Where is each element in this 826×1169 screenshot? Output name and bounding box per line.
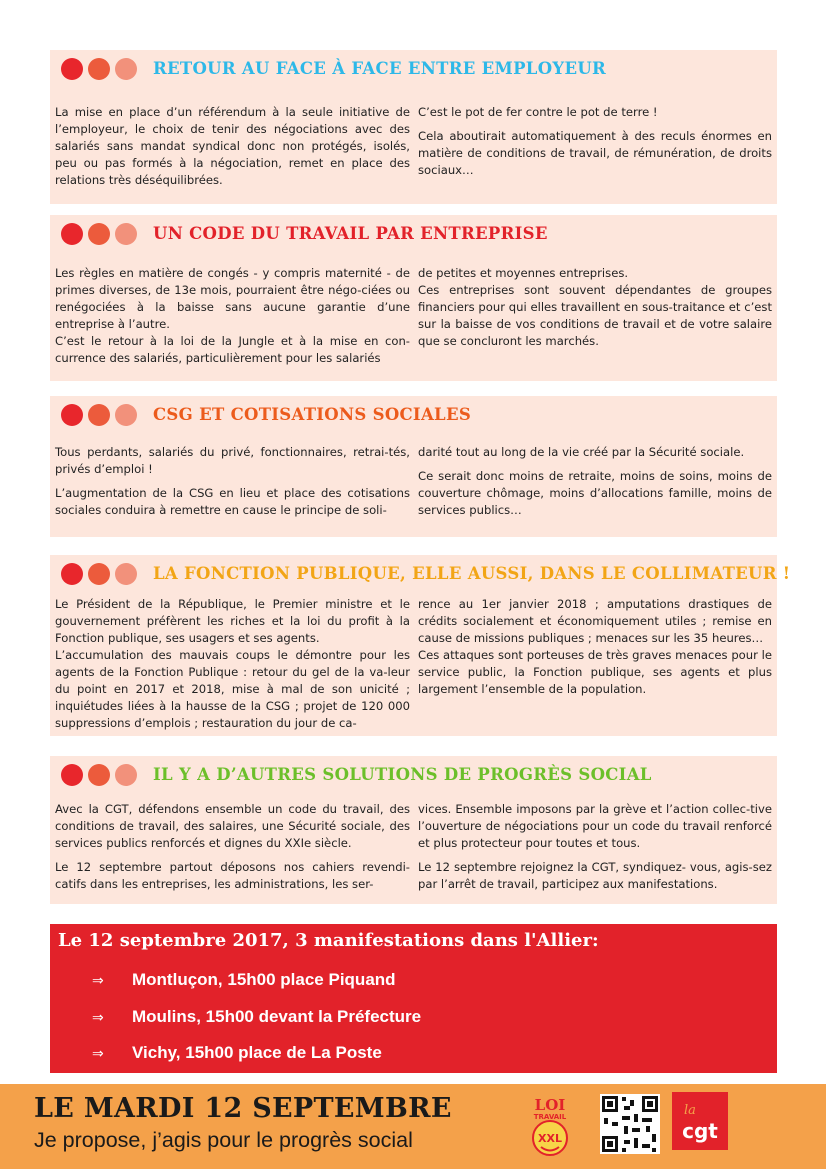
paragraph: C’est le pot de fer contre le pot de terre ! [418, 105, 658, 119]
section-title: UN CODE DU TRAVAIL PAR ENTREPRISE [153, 224, 548, 243]
section-right-column [418, 444, 772, 526]
section-right-column [418, 104, 772, 186]
paragraph: La mise en place d’un référendum à la seule initiative de l’employeur, le choix de tenir des négociations avec des salariés sans mandat syndical donc non protégés, isolés, peu ou pas formés à la négociation, remet en place des relations très déséquilibrées. [55, 105, 410, 187]
cgt-small-text: la [684, 1103, 696, 1118]
paragraph: Avec la CGT, défendons ensemble un code du travail, des conditions de travail, des salaires, une Sécurité sociale, des services publics renforcés et dignes du XXIe siècle. [55, 802, 410, 850]
banner-item-moulins [92, 1007, 421, 1027]
paragraph: L’accumulation des mauvais coups le démontre pour les agents de la Fonction Publique : retour du gel de la va-leur du point en 2017 et 2018, mise à mal de son unicité ; inquiétudes liées à la hausse de la CSG ; projet de 120 000 suppressions d’emplois ; restauration du jour de ca- [55, 648, 410, 730]
section-left-column [55, 801, 410, 900]
paragraph: de petites et moyennes entreprises. [418, 266, 629, 280]
paragraph: Le Président de la République, le Premier ministre et le gouvernement préfèrent les riches et la loi du profit à la Fonction publique, ses usagers et ses agents. [55, 597, 410, 645]
section-left-column [55, 596, 410, 739]
paragraph: Le 12 septembre rejoignez la CGT, syndiquez- vous, agis-sez par l’arrêt de travail, participez aux manifestations. [418, 860, 772, 891]
section-retour-face-a-face [50, 50, 777, 204]
section-fonction-publique [50, 555, 791, 736]
footer-title: LE MARDI 12 SEPTEMBRE [34, 1093, 452, 1124]
footer-subtitle: Je propose, j’agis pour le progrès social [34, 1128, 413, 1152]
banner-item-label: Vichy, 15h00 place de La Poste [132, 1043, 382, 1062]
loi-text: LOI [534, 1096, 566, 1114]
paragraph: Le 12 septembre partout déposons nos cahiers revendi-catifs dans les entreprises, les administrations, les ser- [55, 860, 410, 891]
section-title: CSG ET COTISATIONS SOCIALES [153, 405, 472, 424]
three-dots-icon [61, 223, 137, 247]
section-left-column [55, 104, 410, 196]
paragraph: rence au 1er janvier 2018 ; amputations drastiques de crédits socialement et économiquement utiles ; remise en cause de missions publiques ; menaces sur les 35 heures… [418, 597, 772, 645]
footer [0, 1084, 826, 1169]
xxl-text: XXL [538, 1132, 562, 1145]
section-title: IL Y A D’AUTRES SOLUTIONS DE PROGRÈS SOCIAL [153, 765, 652, 784]
three-dots-icon [61, 764, 137, 788]
paragraph: L’augmentation de la CSG en lieu et place des cotisations sociales conduira à remettre en cause le principe de soli- [55, 486, 410, 517]
banner-item-label: Montluçon, 15h00 place Piquand [132, 970, 396, 989]
banner-item-montlucon [92, 970, 396, 990]
manifestations-banner [50, 924, 777, 1073]
arrow-right-icon: ⇒ [92, 1045, 104, 1061]
three-dots-icon [61, 58, 137, 82]
section-title: LA FONCTION PUBLIQUE, ELLE AUSSI, DANS LE COLLIMATEUR ! [153, 564, 791, 583]
paragraph: Les règles en matière de congés - y compris maternité - de primes diverses, de 13e mois, pourraient être négo-ciées ou renégociées à la baisse sans aucune garantie d’une entreprise à l’autre. [55, 266, 410, 331]
paragraph: Cela aboutirait automatiquement à des reculs énormes en matière de conditions de travail, de rémunération, de droits sociaux… [418, 129, 772, 177]
paragraph: Ce serait donc moins de retraite, moins de soins, moins de couverture chômage, moins d’allocations famille, moins de services publics… [418, 469, 772, 517]
section-autres-solutions [50, 756, 777, 904]
paragraph: Ces entreprises sont souvent dépendantes de groupes financiers pour qui elles travaillent en sous-traitance et c’est sur la baisse de vos conditions de travail et de votre salaire que se concluront les marchés. [418, 283, 772, 348]
paragraph: Tous perdants, salariés du privé, fonctionnaires, retrai-tés, privés d’emploi ! [55, 445, 410, 476]
section-left-column [55, 444, 410, 526]
banner-title: Le 12 septembre 2017, 3 manifestations dans l'Allier: [58, 930, 599, 951]
cgt-logo [672, 1092, 728, 1150]
section-csg [50, 396, 777, 537]
loi-travail-xxl-logo [520, 1094, 580, 1159]
paragraph: C’est le retour à la loi de la Jungle et à la mise en con-currence des salariés, particulièrement pour les salariés [55, 334, 410, 365]
banner-item-label: Moulins, 15h00 devant la Préfecture [132, 1007, 422, 1026]
paragraph: Ces attaques sont porteuses de très graves menaces pour le service public, la Fonction publique, ses agents et plus largement l’ensemble de la population. [418, 648, 772, 696]
paragraph: vices. Ensemble imposons par la grève et l’action collec-tive l’ouverture de négociations pour un code du travail renforcé et plus protecteur pour toutes et tous. [418, 802, 772, 850]
paragraph: darité tout au long de la vie créé par la Sécurité sociale. [418, 445, 745, 459]
travail-text: TRAVAIL [533, 1113, 567, 1121]
arrow-right-icon: ⇒ [92, 972, 104, 988]
three-dots-icon [61, 563, 137, 587]
banner-item-vichy [92, 1043, 382, 1063]
section-right-column [418, 801, 772, 900]
section-right-column [418, 265, 772, 357]
cgt-text: cgt [682, 1119, 718, 1143]
three-dots-icon [61, 404, 137, 428]
section-left-column [55, 265, 410, 374]
qr-code [600, 1094, 660, 1154]
section-title: RETOUR AU FACE À FACE ENTRE EMPLOYEUR [153, 59, 607, 78]
section-code-du-travail [50, 215, 777, 381]
arrow-right-icon: ⇒ [92, 1009, 104, 1025]
section-right-column [418, 596, 772, 705]
